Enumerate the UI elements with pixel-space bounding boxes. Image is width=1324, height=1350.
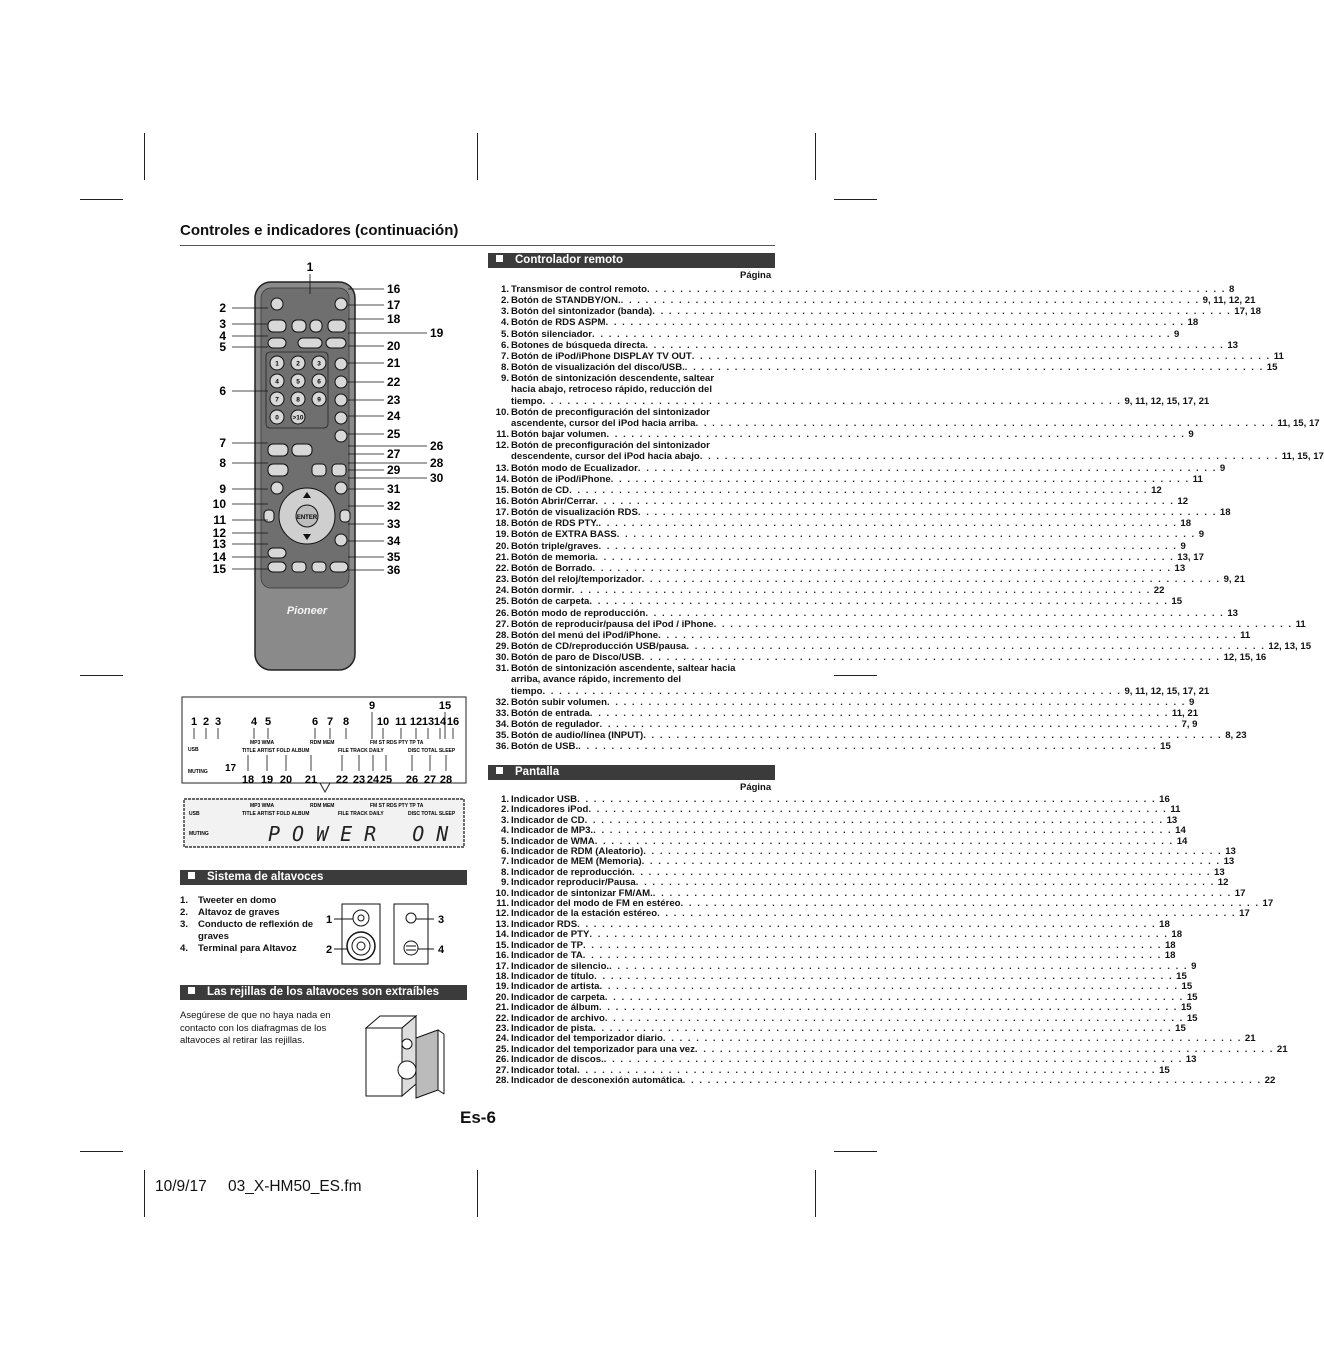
page-ref: 11, 15, 17 (1277, 417, 1320, 429)
page-ref: 12, 13, 15 (1268, 641, 1312, 652)
svg-text:DISC TOTAL SLEEP: DISC TOTAL SLEEP (408, 748, 456, 754)
svg-text:FILE TRACK DAILY: FILE TRACK DAILY (338, 811, 384, 817)
list-item: 5. Botón silenciador . . . . . . . . . . . . . . . . . . . . . . . . . . . . . . . . . . . . . . . . . . . . . . . . . . . . . . . . . . . . . . . . . . . . . . 9 (500, 328, 1180, 340)
list-item: 23. Indicador de pista . . . . . . . . . . . . . . . . . . . . . . . . . . . . . . . . . . . . . . . . . . . . . . . . . . . . . . . . . . . . . . . . . . . . . . 15 (495, 1022, 1186, 1034)
list-item: 7. Indicador de MEM (Memoria) . . . . . . . . . . . . . . . . . . . . . . . . . . . . . . . . . . . . . . . . . . . . . . . . . . . . . . . . . . . . . . . . . . . . . . 13 (500, 856, 1235, 868)
grille-note: Asegúrese de que no haya nada en contacto con los diafragmas de los altavoces al retirar las rejillas. (180, 1010, 331, 1046)
list-item: 24. Botón dormir . . . . . . . . . . . . . . . . . . . . . . . . . . . . . . . . . . . . . . . . . . . . . . . . . . . . . . . . . . . . . . . . . . . . . . 22 (495, 585, 1165, 597)
callout-number: 9 (219, 482, 226, 496)
list-item: 30. Botón de paro de Disco/USB . . . . . . . . . . . . . . . . . . . . . . . . . . . . . . . . . . . . . . . . . . . . . . . . . . . . . . . . . . . . . . . . . . . . . . 12, 15, 16 (495, 652, 1267, 664)
list-item: arriba, avance rápido, incremento del (511, 674, 682, 686)
footer-filename: 03_X-HM50_ES.fm (228, 1178, 362, 1195)
list-item: 11. Indicador del modo de FM en estéreo . . . . . . . . . . . . . . . . . . . . . . . . . . . . . . . . . . . . . . . . . . . . . . . . . . . . . . . . . . . . . . . . . . . . . . 17 (496, 898, 1274, 910)
svg-text:RDM MEM: RDM MEM (310, 740, 335, 746)
list-item: 25. Botón de carpeta . . . . . . . . . . . . . . . . . . . . . . . . . . . . . . . . . . . . . . . . . . . . . . . . . . . . . . . . . . . . . . . . . . . . . . 15 (495, 596, 1183, 608)
list-item: 14. Botón de iPod/iPhone . . . . . . . . . . . . . . . . . . . . . . . . . . . . . . . . . . . . . . . . . . . . . . . . . . . . . . . . . . . . . . . . . . . . . . 11 (495, 473, 1203, 485)
ipod-button (292, 320, 306, 332)
page-ref: 17, 18 (1234, 306, 1261, 318)
page-ref: 18 (1187, 317, 1199, 329)
keypad-key-label: 7 (275, 396, 279, 404)
list-item: 9. Indicador reproducir/Pausa . . . . . . . . . . . . . . . . . . . . . . . . . . . . . . . . . . . . . . . . . . . . . . . . . . . . . . . . . . . . . . . . . . . . . . 12 (500, 877, 1229, 889)
list-item: 14. Indicador de PTY . . . . . . . . . . . . . . . . . . . . . . . . . . . . . . . . . . . . . . . . . . . . . . . . . . . . . . . . . . . . . . . . . . . . . . 18 (495, 929, 1183, 941)
callout-number: 18 (387, 312, 401, 326)
page-ref: 18 (1219, 507, 1231, 519)
callout-number: 36 (387, 563, 401, 577)
callout-number: 15 (212, 562, 226, 576)
crop-mark (80, 199, 123, 200)
callout-number: 2 (219, 301, 226, 315)
remote-section-header: Controlador remoto (488, 253, 775, 268)
keypad-key-label: 4 (275, 378, 279, 386)
list-item: 8. Indicador de reproducción . . . . . . . . . . . . . . . . . . . . . . . . . . . . . . . . . . . . . . . . . . . . . . . . . . . . . . . . . . . . . . . . . . . . . . 13 (500, 866, 1225, 878)
page-ref: 9 (1174, 328, 1180, 340)
list-item: 26. Indicador de discos. . . . . . . . . . . . . . . . . . . . . . . . . . . . . . . . . . . . . . . . . . . . . . . . . . . . . . . . . . . . . . . . . . . . . . . 13 (495, 1054, 1197, 1066)
page-ref: 9 (1219, 462, 1226, 474)
page-ref: 12, 15, 16 (1223, 652, 1267, 664)
callout-number: 6 (219, 384, 226, 398)
page-ref: 13 (1227, 339, 1239, 351)
page-ref: 18 (1171, 929, 1183, 941)
list-item: 17. Botón de visualización RDS . . . . . . . . . . . . . . . . . . . . . . . . . . . . . . . . . . . . . . . . . . . . . . . . . . . . . . . . . . . . . . . . . . . . . . 18 (495, 507, 1231, 519)
svg-text:FM ST RDS PTY TP TA: FM ST RDS PTY TP TA (370, 803, 424, 809)
page-ref: 18 (1159, 918, 1170, 930)
callout-number: 8 (342, 716, 350, 728)
grille-section-header: Las rejillas de los altavoces son extraíbles (180, 985, 467, 1000)
list-item: 6. Indicador de RDM (Aleatorio) . . . . . . . . . . . . . . . . . . . . . . . . . . . . . . . . . . . . . . . . . . . . . . . . . . . . . . . . . . . . . . . . . . . . . . 13 (500, 846, 1236, 858)
page-ref: 13 (1185, 1054, 1197, 1066)
list-item: 16. Indicador de TA . . . . . . . . . . . . . . . . . . . . . . . . . . . . . . . . . . . . . . . . . . . . . . . . . . . . . . . . . . . . . . . . . . . . . . 18 (495, 950, 1176, 962)
callout-number: 14 (433, 716, 447, 728)
page-ref: 17 (1234, 887, 1246, 899)
crop-mark (834, 1151, 877, 1152)
page-ref: 11, 21 (1171, 707, 1199, 719)
page-ref: 15 (1186, 1012, 1198, 1024)
callout-number: 11 (213, 513, 226, 527)
treble-bass-button (326, 338, 346, 348)
page-ref: 7, 9 (1181, 719, 1198, 731)
keypad-key-label: 1 (275, 360, 279, 368)
list-item: 31. Botón de sintonización ascendente, saltear hacia (495, 663, 736, 675)
callout-number: 31 (387, 482, 401, 496)
page-ref: 18 (1164, 950, 1176, 962)
svg-text:17: 17 (225, 763, 237, 774)
page-ref: 13 (1223, 856, 1235, 868)
page-number: Es-6 (460, 1108, 496, 1127)
callout-number: 32 (387, 499, 401, 513)
square-bullet-icon (496, 767, 503, 774)
standby-button (271, 298, 283, 310)
lcd-display-figure (180, 695, 470, 855)
callout-number: 11 (395, 716, 407, 728)
page-ref: 9, 11, 12, 15, 17, 21 (1124, 685, 1210, 697)
list-item: 28. Indicador de desconexión automática . . . . . . . . . . . . . . . . . . . . . . . . . . . . . . . . . . . . . . . . . . . . . . . . . . . . . . . . . . . . . . . . . . . . . . 22 (495, 1074, 1276, 1086)
page-ref: 9 (1191, 960, 1197, 972)
callout-number: 18 (241, 774, 255, 786)
page-ref: 13 (1227, 607, 1238, 619)
list-item: 15. Botón de CD . . . . . . . . . . . . . . . . . . . . . . . . . . . . . . . . . . . . . . . . . . . . . . . . . . . . . . . . . . . . . . . . . . . . . . 12 (495, 484, 1162, 496)
remote-control-figure (180, 258, 480, 678)
page-ref: 9 (1188, 429, 1194, 441)
page-ref: 9, 11, 12, 15, 17, 21 (1124, 395, 1210, 407)
list-item: 3. Indicador de CD . . . . . . . . . . . . . . . . . . . . . . . . . . . . . . . . . . . . . . . . . . . . . . . . . . . . . . . . . . . . . . . . . . . . . . 13 (500, 814, 1178, 826)
grille-removal-diagram (360, 1010, 450, 1105)
callout-number: 13 (421, 716, 435, 728)
svg-text:2: 2 (326, 944, 333, 956)
list-item: hacia abajo, retroceso rápido, reducción del (511, 384, 712, 396)
svg-text:USB: USB (188, 747, 199, 753)
display-section-header: Pantalla (488, 765, 775, 780)
page-ref: 17 (1239, 908, 1250, 920)
callout-number: 10 (212, 497, 226, 511)
list-item: 22. Indicador de archivo . . . . . . . . . . . . . . . . . . . . . . . . . . . . . . . . . . . . . . . . . . . . . . . . . . . . . . . . . . . . . . . . . . . . . . 15 (495, 1012, 1198, 1024)
page-ref: 9, 21 (1223, 574, 1245, 586)
list-item: 20. Indicador de carpeta . . . . . . . . . . . . . . . . . . . . . . . . . . . . . . . . . . . . . . . . . . . . . . . . . . . . . . . . . . . . . . . . . . . . . . 15 (495, 991, 1198, 1003)
callout-number: 19 (260, 774, 274, 786)
svg-text:FM ST RDS PTY TP TA: FM ST RDS PTY TP TA (370, 740, 424, 746)
footer-date: 10/9/17 (155, 1178, 207, 1195)
keypad-key-label: 6 (317, 378, 321, 386)
list-item: 9. Botón de sintonización descendente, saltear (500, 373, 715, 385)
page-title: Controles e indicadores (continuación) (180, 222, 459, 239)
callout-number: 13 (212, 537, 226, 551)
list-item: 28. Botón del menú del iPod/iPhone . . . . . . . . . . . . . . . . . . . . . . . . . . . . . . . . . . . . . . . . . . . . . . . . . . . . . . . . . . . . . . . . . . . . . . 11 (495, 629, 1251, 641)
callout-number: 34 (387, 534, 401, 548)
extra-bass-button (298, 338, 322, 348)
list-item: tiempo . . . . . . . . . . . . . . . . . . . . . . . . . . . . . . . . . . . . . . . . . . . . . . . . . . . . . . . . . . . . . . . . . . . . . . 9, 11, 12, 15, 17, 21 (511, 395, 1210, 407)
svg-text:4: 4 (438, 944, 445, 956)
page-ref: 15 (1159, 1064, 1170, 1076)
callout-number: 12 (409, 716, 423, 728)
page-ref: 16 (1159, 794, 1170, 805)
list-item: 4. Indicador de MP3. . . . . . . . . . . . . . . . . . . . . . . . . . . . . . . . . . . . . . . . . . . . . . . . . . . . . . . . . . . . . . . . . . . . . . . 14 (500, 825, 1186, 837)
callout-number: 7 (219, 436, 226, 450)
crop-mark (477, 133, 478, 180)
remote-buttons-list (490, 284, 1324, 753)
page-ref: 14 (1175, 825, 1186, 837)
callout-number: 4 (219, 329, 226, 343)
page-ref: 13 (1214, 866, 1225, 878)
crop-mark (815, 133, 816, 180)
keypad-key-label: 2 (296, 360, 300, 368)
page-ref: 15 (1176, 970, 1187, 982)
square-bullet-icon (496, 255, 503, 262)
list-item: 12. Botón de preconfiguración del sintonizador (495, 440, 710, 452)
callout-number: 26 (405, 774, 419, 786)
list-item: 27. Indicador total . . . . . . . . . . . . . . . . . . . . . . . . . . . . . . . . . . . . . . . . . . . . . . . . . . . . . . . . . . . . . . . . . . . . . . 15 (495, 1064, 1170, 1076)
list-item: 4. Botón de RDS ASPM . . . . . . . . . . . . . . . . . . . . . . . . . . . . . . . . . . . . . . . . . . . . . . . . . . . . . . . . . . . . . . . . . . . . . . 18 (500, 317, 1199, 329)
page-ref: 22 (1153, 585, 1165, 597)
svg-text:TITLE ARTIST FOLD ALBUM: TITLE ARTIST FOLD ALBUM (242, 811, 310, 817)
list-item: 21. Indicador de álbum . . . . . . . . . . . . . . . . . . . . . . . . . . . . . . . . . . . . . . . . . . . . . . . . . . . . . . . . . . . . . . . . . . . . . . 15 (495, 1002, 1192, 1014)
callout-number: 16 (446, 716, 460, 728)
list-item: 6. Botones de búsqueda directa . . . . . . . . . . . . . . . . . . . . . . . . . . . . . . . . . . . . . . . . . . . . . . . . . . . . . . . . . . . . . . . . . . . . . . 13 (500, 339, 1239, 351)
callout-number: 28 (430, 456, 444, 470)
list-item: 2. Indicadores iPod . . . . . . . . . . . . . . . . . . . . . . . . . . . . . . . . . . . . . . . . . . . . . . . . . . . . . . . . . . . . . . . . . . . . . . 11 (500, 804, 1181, 816)
list-item: 3. Conducto de reflexión de graves (180, 919, 314, 942)
page-ref: 15 (1181, 981, 1193, 993)
list-item: 10. Botón de preconfiguración del sintonizador (495, 406, 710, 418)
svg-text:MP3 WMA: MP3 WMA (250, 803, 275, 809)
square-bullet-icon (188, 872, 195, 879)
callout-number: 20 (279, 774, 293, 786)
callout-number: 20 (387, 339, 401, 353)
crop-mark (80, 675, 123, 676)
keypad-key-label: 3 (317, 360, 321, 368)
callout-number: 28 (439, 774, 453, 786)
list-item: 27. Botón de reproducir/pausa del iPod / iPhone . . . . . . . . . . . . . . . . . . . . . . . . . . . . . . . . . . . . . . . . . . . . . . . . . . . . . . . . . . . . . . . . . . . . . . 11 (495, 618, 1306, 630)
callout-number: 16 (387, 282, 401, 296)
page-column-label: Página (740, 270, 772, 281)
page-ref: 12 (1177, 495, 1189, 507)
speaker-section-header: Sistema de altavoces (180, 870, 467, 885)
callout-number: 10 (376, 716, 390, 728)
page-ref: 9 (1198, 529, 1205, 541)
callout-number: 25 (379, 774, 393, 786)
callout-number: 23 (352, 774, 366, 786)
list-item: 18. Botón de RDS PTY. . . . . . . . . . . . . . . . . . . . . . . . . . . . . . . . . . . . . . . . . . . . . . . . . . . . . . . . . . . . . . . . . . . . . . . 18 (495, 518, 1192, 530)
page-ref: 11 (1170, 804, 1181, 816)
mute-button (268, 338, 286, 348)
callout-number: 21 (387, 356, 401, 370)
title-divider (180, 245, 775, 246)
list-item: descendente, cursor del iPod hacia abajo . . . . . . . . . . . . . . . . . . . . . . . . . . . . . . . . . . . . . . . . . . . . . . . . . . . . . . . . . . . . . . . . . . . . . . 11, 15, 17 (511, 451, 1324, 463)
svg-text:FILE TRACK DAILY: FILE TRACK DAILY (338, 748, 384, 754)
square-bullet-icon (188, 987, 195, 994)
callout-number: 30 (430, 471, 444, 485)
list-item: 36. Botón de USB. . . . . . . . . . . . . . . . . . . . . . . . . . . . . . . . . . . . . . . . . . . . . . . . . . . . . . . . . . . . . . . . . . . . . . . 15 (495, 741, 1171, 753)
callout-number: 6 (311, 716, 319, 728)
list-item: 29. Botón de CD/reproducción USB/pausa . . . . . . . . . . . . . . . . . . . . . . . . . . . . . . . . . . . . . . . . . . . . . . . . . . . . . . . . . . . . . . . . . . . . . . 12, 13, 15 (495, 641, 1312, 652)
list-item: 21. Botón de memoria . . . . . . . . . . . . . . . . . . . . . . . . . . . . . . . . . . . . . . . . . . . . . . . . . . . . . . . . . . . . . . . . . . . . . . 13, 17 (495, 551, 1204, 563)
page-ref: 9 (1188, 696, 1195, 708)
list-item: 2. Botón de STANDBY/ON. . . . . . . . . . . . . . . . . . . . . . . . . . . . . . . . . . . . . . . . . . . . . . . . . . . . . . . . . . . . . . . . . . . . . . . 9, 11, 12, 21 (500, 295, 1256, 307)
crop-mark (80, 1151, 123, 1152)
svg-text:RDM MEM: RDM MEM (310, 803, 335, 809)
page-ref: 12 (1151, 484, 1162, 496)
speaker-list (180, 895, 320, 955)
list-item: 10. Indicador de sintonizar FM/AM. . . . . . . . . . . . . . . . . . . . . . . . . . . . . . . . . . . . . . . . . . . . . . . . . . . . . . . . . . . . . . . . . . . . . . . 17 (495, 887, 1246, 899)
page-ref: 13 (1166, 814, 1178, 826)
page-ref: 11 (1273, 350, 1284, 362)
list-item: 13. Botón modo de Ecualizador . . . . . . . . . . . . . . . . . . . . . . . . . . . . . . . . . . . . . . . . . . . . . . . . . . . . . . . . . . . . . . . . . . . . . . 9 (495, 462, 1226, 474)
callout-number: 1 (190, 716, 198, 728)
callout-number: 4 (250, 716, 258, 728)
callout-number: 5 (219, 340, 226, 354)
svg-text:MUTING: MUTING (188, 769, 208, 775)
list-item: 1. Transmisor de control remoto . . . . . . . . . . . . . . . . . . . . . . . . . . . . . . . . . . . . . . . . . . . . . . . . . . . . . . . . . . . . . . . . . . . . . . 8 (500, 284, 1235, 295)
svg-text:USB: USB (189, 811, 200, 817)
crop-mark (815, 1170, 816, 1217)
page-ref: 13 (1174, 562, 1186, 574)
callout-number: 24 (387, 409, 401, 423)
callout-number: 5 (264, 716, 272, 728)
keypad-key-label: 8 (296, 396, 300, 404)
list-item: 24. Indicador del temporizador diario . . . . . . . . . . . . . . . . . . . . . . . . . . . . . . . . . . . . . . . . . . . . . . . . . . . . . . . . . . . . . . . . . . . . . . 21 (495, 1033, 1256, 1045)
keypad-key-label: 5 (296, 378, 300, 386)
svg-text:1: 1 (326, 914, 333, 926)
page-ref: 13, 17 (1177, 551, 1204, 563)
keypad-key-label: 9 (317, 396, 321, 404)
page-ref: 15 (1160, 741, 1171, 753)
list-item: 19. Botón de EXTRA BASS . . . . . . . . . . . . . . . . . . . . . . . . . . . . . . . . . . . . . . . . . . . . . . . . . . . . . . . . . . . . . . . . . . . . . . 9 (495, 529, 1205, 541)
tuner-button (268, 320, 286, 332)
callout-number: 1 (306, 260, 314, 274)
callout-number: 33 (387, 517, 401, 531)
list-item: 1. Indicador USB . . . . . . . . . . . . . . . . . . . . . . . . . . . . . . . . . . . . . . . . . . . . . . . . . . . . . . . . . . . . . . . . . . . . . . 16 (500, 794, 1170, 805)
svg-text:3: 3 (438, 914, 445, 926)
list-item: 35. Botón de audio/línea (INPUT) . . . . . . . . . . . . . . . . . . . . . . . . . . . . . . . . . . . . . . . . . . . . . . . . . . . . . . . . . . . . . . . . . . . . . . 8, 23 (495, 730, 1247, 742)
lcd-message: POWER ON (268, 822, 461, 846)
list-item: 8. Botón de visualización del disco/USB. . . . . . . . . . . . . . . . . . . . . . . . . . . . . . . . . . . . . . . . . . . . . . . . . . . . . . . . . . . . . . . . . . . . . . . 15 (500, 362, 1278, 374)
page-column-label: Página (740, 782, 772, 793)
callout-number: 9 (368, 700, 376, 712)
list-item: 23. Botón del reloj/temporizador . . . . . . . . . . . . . . . . . . . . . . . . . . . . . . . . . . . . . . . . . . . . . . . . . . . . . . . . . . . . . . . . . . . . . . 9, 21 (495, 574, 1245, 586)
page-ref: 21 (1276, 1043, 1288, 1055)
list-item: 5. Indicador de WMA . . . . . . . . . . . . . . . . . . . . . . . . . . . . . . . . . . . . . . . . . . . . . . . . . . . . . . . . . . . . . . . . . . . . . . 14 (500, 835, 1188, 847)
list-item: 18. Indicador de título . . . . . . . . . . . . . . . . . . . . . . . . . . . . . . . . . . . . . . . . . . . . . . . . . . . . . . . . . . . . . . . . . . . . . . 15 (495, 970, 1187, 982)
keypad-key-label: 0 (275, 414, 279, 422)
page-ref: 11 (1240, 629, 1251, 641)
callout-number: 22 (387, 375, 401, 389)
page-ref: 11, 15, 17 (1281, 451, 1324, 463)
page-ref: 8 (1228, 284, 1235, 295)
list-item: 19. Indicador de artista . . . . . . . . . . . . . . . . . . . . . . . . . . . . . . . . . . . . . . . . . . . . . . . . . . . . . . . . . . . . . . . . . . . . . . 15 (495, 981, 1193, 993)
callout-number: 7 (326, 716, 334, 728)
page-ref: 15 (1180, 1002, 1192, 1014)
callout-number: 2 (202, 716, 210, 728)
crop-mark (834, 675, 877, 676)
callout-number: 3 (214, 716, 222, 728)
list-item: 25. Indicador del temporizador para una vez . . . . . . . . . . . . . . . . . . . . . . . . . . . . . . . . . . . . . . . . . . . . . . . . . . . . . . . . . . . . . . . . . . . . . . 21 (495, 1043, 1288, 1055)
list-item: 3. Botón del sintonizador (banda) . . . . . . . . . . . . . . . . . . . . . . . . . . . . . . . . . . . . . . . . . . . . . . . . . . . . . . . . . . . . . . . . . . . . . . 17, 18 (500, 306, 1261, 318)
page-ref: 18 (1164, 939, 1176, 951)
list-item: 34. Botón de regulador . . . . . . . . . . . . . . . . . . . . . . . . . . . . . . . . . . . . . . . . . . . . . . . . . . . . . . . . . . . . . . . . . . . . . . 7, 9 (495, 719, 1198, 731)
page-ref: 17 (1262, 898, 1274, 910)
list-item: 32. Botón subir volumen . . . . . . . . . . . . . . . . . . . . . . . . . . . . . . . . . . . . . . . . . . . . . . . . . . . . . . . . . . . . . . . . . . . . . . 9 (495, 696, 1195, 708)
page-ref: 11 (1295, 618, 1306, 630)
page-ref: 9 (1180, 540, 1186, 552)
callout-number: 14 (212, 550, 226, 564)
page-ref: 21 (1244, 1033, 1256, 1045)
callout-number: 25 (387, 427, 401, 441)
callout-number: 3 (219, 317, 226, 331)
svg-text:MP3 WMA: MP3 WMA (250, 740, 275, 746)
callout-number: 17 (387, 298, 401, 312)
svg-text:MUTING: MUTING (189, 831, 209, 837)
list-item: ascendente, cursor del iPod hacia arriba . . . . . . . . . . . . . . . . . . . . . . . . . . . . . . . . . . . . . . . . . . . . . . . . . . . . . . . . . . . . . . . . . . . . . . 11, 15, 17 (511, 417, 1320, 429)
callout-number: 27 (387, 447, 401, 461)
page-ref: 15 (1171, 596, 1183, 608)
callout-number: 23 (387, 393, 401, 407)
crop-mark (477, 1170, 478, 1217)
callout-number: 35 (387, 550, 401, 564)
page-ref: 8, 23 (1225, 730, 1247, 742)
page-ref: 15 (1266, 362, 1278, 374)
callout-number: 19 (430, 326, 444, 340)
callout-number: 8 (219, 456, 226, 470)
crop-mark (144, 1170, 145, 1217)
list-item: 15. Indicador de TP . . . . . . . . . . . . . . . . . . . . . . . . . . . . . . . . . . . . . . . . . . . . . . . . . . . . . . . . . . . . . . . . . . . . . . 18 (495, 939, 1176, 951)
list-item: 26. Botón modo de reproducción . . . . . . . . . . . . . . . . . . . . . . . . . . . . . . . . . . . . . . . . . . . . . . . . . . . . . . . . . . . . . . . . . . . . . . 13 (495, 607, 1238, 619)
page-ref: 18 (1180, 518, 1192, 530)
page-ref: 15 (1175, 1022, 1186, 1034)
list-item: 17. Indicador de silencio. . . . . . . . . . . . . . . . . . . . . . . . . . . . . . . . . . . . . . . . . . . . . . . . . . . . . . . . . . . . . . . . . . . . . . . 9 (495, 960, 1197, 972)
rds-button (310, 320, 322, 332)
page-ref: 12 (1217, 877, 1229, 889)
list-item: 1. Tweeter en domo (180, 895, 277, 906)
list-item: 33. Botón de entrada . . . . . . . . . . . . . . . . . . . . . . . . . . . . . . . . . . . . . . . . . . . . . . . . . . . . . . . . . . . . . . . . . . . . . . 11, 21 (495, 707, 1199, 719)
enter-key-label: ENTER (296, 515, 318, 521)
svg-text:TITLE ARTIST FOLD ALBUM: TITLE ARTIST FOLD ALBUM (242, 748, 310, 754)
page-ref: 13 (1225, 846, 1236, 858)
callout-number: 24 (366, 774, 380, 786)
display-indicators-list (490, 794, 1288, 1086)
list-item: 13. Indicador RDS . . . . . . . . . . . . . . . . . . . . . . . . . . . . . . . . . . . . . . . . . . . . . . . . . . . . . . . . . . . . . . . . . . . . . . 18 (495, 918, 1170, 930)
svg-text:DISC TOTAL SLEEP: DISC TOTAL SLEEP (408, 811, 456, 817)
list-item: 4. Terminal para Altavoz (180, 943, 297, 954)
list-item: 22. Botón de Borrado . . . . . . . . . . . . . . . . . . . . . . . . . . . . . . . . . . . . . . . . . . . . . . . . . . . . . . . . . . . . . . . . . . . . . . 13 (495, 562, 1186, 574)
keypad-key-label: >10 (292, 414, 304, 422)
list-item: 2. Altavoz de graves (180, 907, 280, 918)
crop-mark (834, 199, 877, 200)
callout-number: 26 (430, 439, 444, 453)
page-ref: 14 (1176, 835, 1188, 847)
callout-number: 27 (423, 774, 437, 786)
callout-number: 29 (387, 463, 401, 477)
list-item: tiempo . . . . . . . . . . . . . . . . . . . . . . . . . . . . . . . . . . . . . . . . . . . . . . . . . . . . . . . . . . . . . . . . . . . . . . 9, 11, 12, 15, 17, 21 (511, 685, 1210, 697)
callout-number: 12 (212, 526, 226, 540)
page-ref: 9, 11, 12, 21 (1202, 295, 1256, 307)
callout-number: 15 (438, 700, 452, 712)
open-close-button (335, 298, 347, 310)
pty-button (328, 320, 346, 332)
crop-mark (144, 133, 145, 180)
page-ref: 15 (1186, 991, 1198, 1003)
list-item: 12. Indicador de la estación estéreo . . . . . . . . . . . . . . . . . . . . . . . . . . . . . . . . . . . . . . . . . . . . . . . . . . . . . . . . . . . . . . . . . . . . . . 17 (495, 908, 1250, 920)
page-ref: 22 (1264, 1074, 1276, 1086)
list-item: 11. Botón bajar volumen . . . . . . . . . . . . . . . . . . . . . . . . . . . . . . . . . . . . . . . . . . . . . . . . . . . . . . . . . . . . . . . . . . . . . . 9 (496, 429, 1194, 441)
list-item: 16. Botón Abrir/Cerrar . . . . . . . . . . . . . . . . . . . . . . . . . . . . . . . . . . . . . . . . . . . . . . . . . . . . . . . . . . . . . . . . . . . . . . 12 (495, 495, 1189, 507)
speaker-diagram (322, 900, 452, 970)
list-item: 20. Botón triple/graves . . . . . . . . . . . . . . . . . . . . . . . . . . . . . . . . . . . . . . . . . . . . . . . . . . . . . . . . . . . . . . . . . . . . . . 9 (495, 540, 1186, 552)
callout-number: 22 (335, 774, 349, 786)
callout-number: 21 (304, 774, 318, 786)
list-item: 7. Botón de iPod/iPhone DISPLAY TV OUT . . . . . . . . . . . . . . . . . . . . . . . . . . . . . . . . . . . . . . . . . . . . . . . . . . . . . . . . . . . . . . . . . . . . . . 11 (500, 350, 1284, 362)
remote-brand-logo: Pioneer (286, 605, 328, 617)
page-ref: 11 (1192, 473, 1203, 485)
